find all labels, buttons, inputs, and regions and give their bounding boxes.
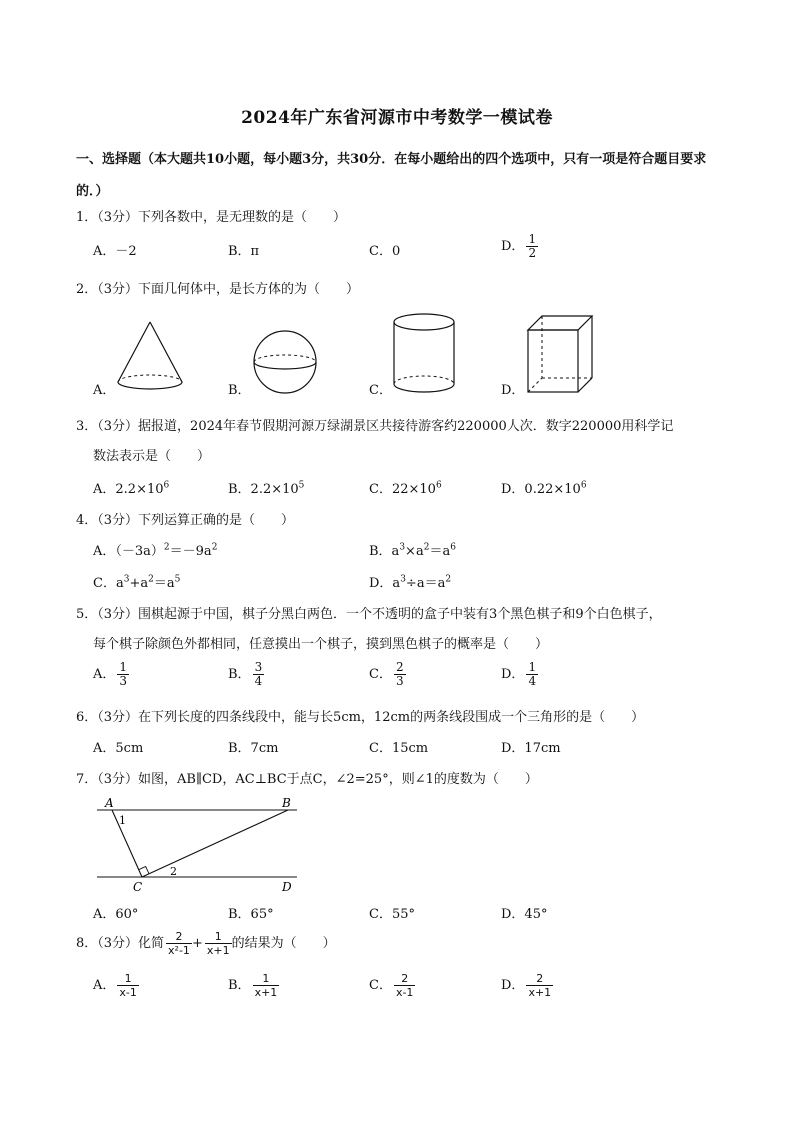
q3-option-b: [228, 478, 304, 497]
question-2-stem: 2．（3分）下面几何体中，是长方体的为（ ）: [76, 282, 360, 297]
denominator: x²-1: [168, 944, 190, 957]
fraction: [526, 661, 538, 688]
numerator: 2: [166, 930, 192, 944]
parallel-lines-diagram: [92, 793, 302, 893]
q8-option-b: [228, 972, 279, 999]
q3-option-c: [369, 478, 442, 497]
q4-option-d: [369, 572, 451, 591]
fraction: [117, 972, 138, 999]
denominator: 3: [395, 674, 404, 688]
question-3-line1: 3．（3分）据报道，2024年春节假期河源万绿湖景区共接待游客约220000人次．数字220000用科学记: [76, 419, 674, 434]
fraction: [166, 930, 192, 957]
question-8-stem: [76, 930, 336, 957]
exponent: 5: [174, 574, 181, 585]
exponent: 2: [445, 574, 452, 585]
stem-text: 的结果为（ ）: [231, 936, 336, 951]
denominator: x+1: [206, 944, 230, 957]
denominator: x-1: [119, 986, 137, 999]
q5-option-c: [369, 661, 406, 688]
denominator: x-1: [395, 986, 414, 999]
option-text: ＝－9a: [169, 544, 212, 559]
q1-option-a: A．－2: [93, 244, 137, 259]
question-6-stem: 6．（3分）在下列长度的四条线段中，能与长5cm，12cm的两条线段围成一个三角形的是（ ）: [76, 710, 645, 725]
exponent: 6: [163, 480, 170, 491]
denominator: 2: [528, 246, 537, 260]
q2-option-a: A．: [93, 383, 116, 398]
option-text: ＝a: [429, 544, 451, 559]
q6-option-d: D．17cm: [501, 741, 561, 756]
numerator: 2: [394, 972, 415, 986]
page-title: 2024年广东省河源市中考数学一模试卷: [241, 108, 553, 128]
q7-option-b: B．65°: [228, 907, 274, 922]
q1-option-b: B．π: [228, 244, 260, 259]
q2-option-d: D．: [501, 383, 525, 398]
q4-option-a: [93, 540, 217, 559]
question-7-stem: 7．（3分）如图，AB∥CD，AC⊥BC于点C，∠2=25°，则∠1的度数为（ ）: [76, 772, 538, 787]
exponent: 6: [450, 542, 456, 553]
fraction: [394, 972, 415, 999]
exponent: 2: [163, 542, 170, 553]
option-label: A．: [93, 667, 116, 682]
question-1-stem: 1．（3分）下列各数中，是无理数的是（ ）: [76, 210, 347, 225]
option-label: C．: [369, 978, 392, 993]
cone-icon: [110, 318, 190, 390]
q3-option-d: [501, 478, 587, 497]
numerator: 1: [119, 660, 128, 674]
exponent: 3: [123, 574, 130, 585]
exponent: 2: [148, 574, 154, 585]
cylinder-icon: [389, 310, 459, 396]
q7-option-c: C．55°: [369, 907, 415, 922]
q2-option-c: C．: [369, 383, 392, 398]
fraction: [253, 972, 280, 999]
question-5-line1: 5．（3分）围棋起源于中国，棋子分黑白两色．一个不透明的盒子中装有3个黑色棋子和9个白色棋子，: [76, 607, 662, 622]
option-text: +a: [129, 576, 149, 591]
option-text: ＝a: [153, 576, 175, 591]
fraction: [117, 661, 129, 688]
numerator: 2: [526, 972, 553, 986]
q1-option-d: [501, 233, 538, 260]
option-label: B．: [228, 978, 251, 993]
q7-option-a: A．60°: [93, 907, 139, 922]
section-heading: 一、选择题（本大题共10小题，每小题3分，共30分．在每小题给出的四个选项中，只有一项是符合题目要求的．）: [76, 152, 707, 199]
fraction: [526, 972, 553, 999]
option-label: C．: [369, 667, 392, 682]
label-b: B: [282, 796, 291, 810]
option-label: A．: [93, 978, 116, 993]
angle-1-label: 1: [119, 814, 126, 827]
q6-option-a: A．5cm: [93, 741, 144, 756]
label-a: A: [105, 796, 114, 810]
option-text: D．0.22×10: [501, 482, 581, 497]
option-text: ×a: [405, 544, 424, 559]
plus-sign: +: [191, 936, 203, 951]
exponent: 2: [423, 542, 430, 553]
numerator: 2: [395, 660, 404, 674]
label-c: C: [133, 880, 143, 894]
q5-option-b: [228, 661, 264, 688]
q5-option-d: [501, 661, 538, 688]
denominator: 3: [119, 674, 128, 688]
denominator: 4: [254, 674, 263, 688]
denominator: x+1: [528, 986, 552, 999]
option-text: C．22×10: [369, 482, 436, 497]
question-3-line2: 数法表示是（ ）: [93, 449, 211, 464]
segment-ac: [112, 810, 142, 877]
option-text: D．a: [369, 576, 401, 591]
question-5-line2: 每个棋子除颜色外都相同，任意摸出一个棋子，摸到黑色棋子的概率是（ ）: [93, 637, 549, 652]
denominator: x+1: [254, 986, 278, 999]
sphere-icon: [250, 327, 320, 397]
exponent: 6: [435, 480, 442, 491]
exponent: 6: [580, 480, 587, 491]
option-text: A．（－3a）: [93, 544, 164, 559]
numerator: 1: [528, 232, 537, 246]
option-text: A．2.2×10: [93, 482, 164, 497]
numerator: 1: [117, 972, 138, 986]
option-text: B．a: [369, 544, 400, 559]
exponent: 3: [400, 574, 406, 585]
q6-option-c: C．15cm: [369, 741, 429, 756]
q3-option-a: [93, 478, 169, 497]
segment-bc: [142, 810, 288, 877]
q5-option-a: [93, 661, 129, 688]
q6-option-b: B．7cm: [228, 741, 279, 756]
fraction: [526, 233, 538, 260]
q4-option-c: [93, 572, 180, 591]
option-text: B．2.2×10: [228, 482, 299, 497]
fraction: [205, 930, 232, 957]
option-label: B．: [228, 667, 251, 682]
angle-2-label: 2: [170, 865, 177, 878]
exponent: 2: [211, 542, 218, 553]
option-label: D．: [501, 667, 525, 682]
option-label: D．: [501, 239, 525, 254]
cuboid-icon: [520, 310, 600, 396]
exponent: 5: [298, 480, 305, 491]
stem-text: 8．（3分）化简: [76, 936, 165, 951]
fraction: [394, 661, 406, 688]
numerator: 1: [253, 972, 280, 986]
numerator: 3: [254, 660, 263, 674]
option-text: ÷a＝a: [405, 576, 446, 591]
q8-option-d: [501, 972, 553, 999]
question-4-stem: 4．（3分）下列运算正确的是（ ）: [76, 513, 295, 528]
q1-option-c: C．0: [369, 244, 401, 259]
exponent: 3: [399, 542, 406, 553]
q2-option-b: B．: [228, 383, 251, 398]
numerator: 1: [205, 930, 232, 944]
q8-option-c: [369, 972, 415, 999]
fraction: [253, 661, 265, 688]
q4-option-b: [369, 540, 456, 559]
option-label: D．: [501, 978, 525, 993]
denominator: 4: [528, 674, 537, 688]
q8-option-a: [93, 972, 139, 999]
q7-option-d: D．45°: [501, 907, 548, 922]
numerator: 1: [528, 660, 537, 674]
label-d: D: [282, 880, 292, 894]
option-text: C．a: [93, 576, 124, 591]
